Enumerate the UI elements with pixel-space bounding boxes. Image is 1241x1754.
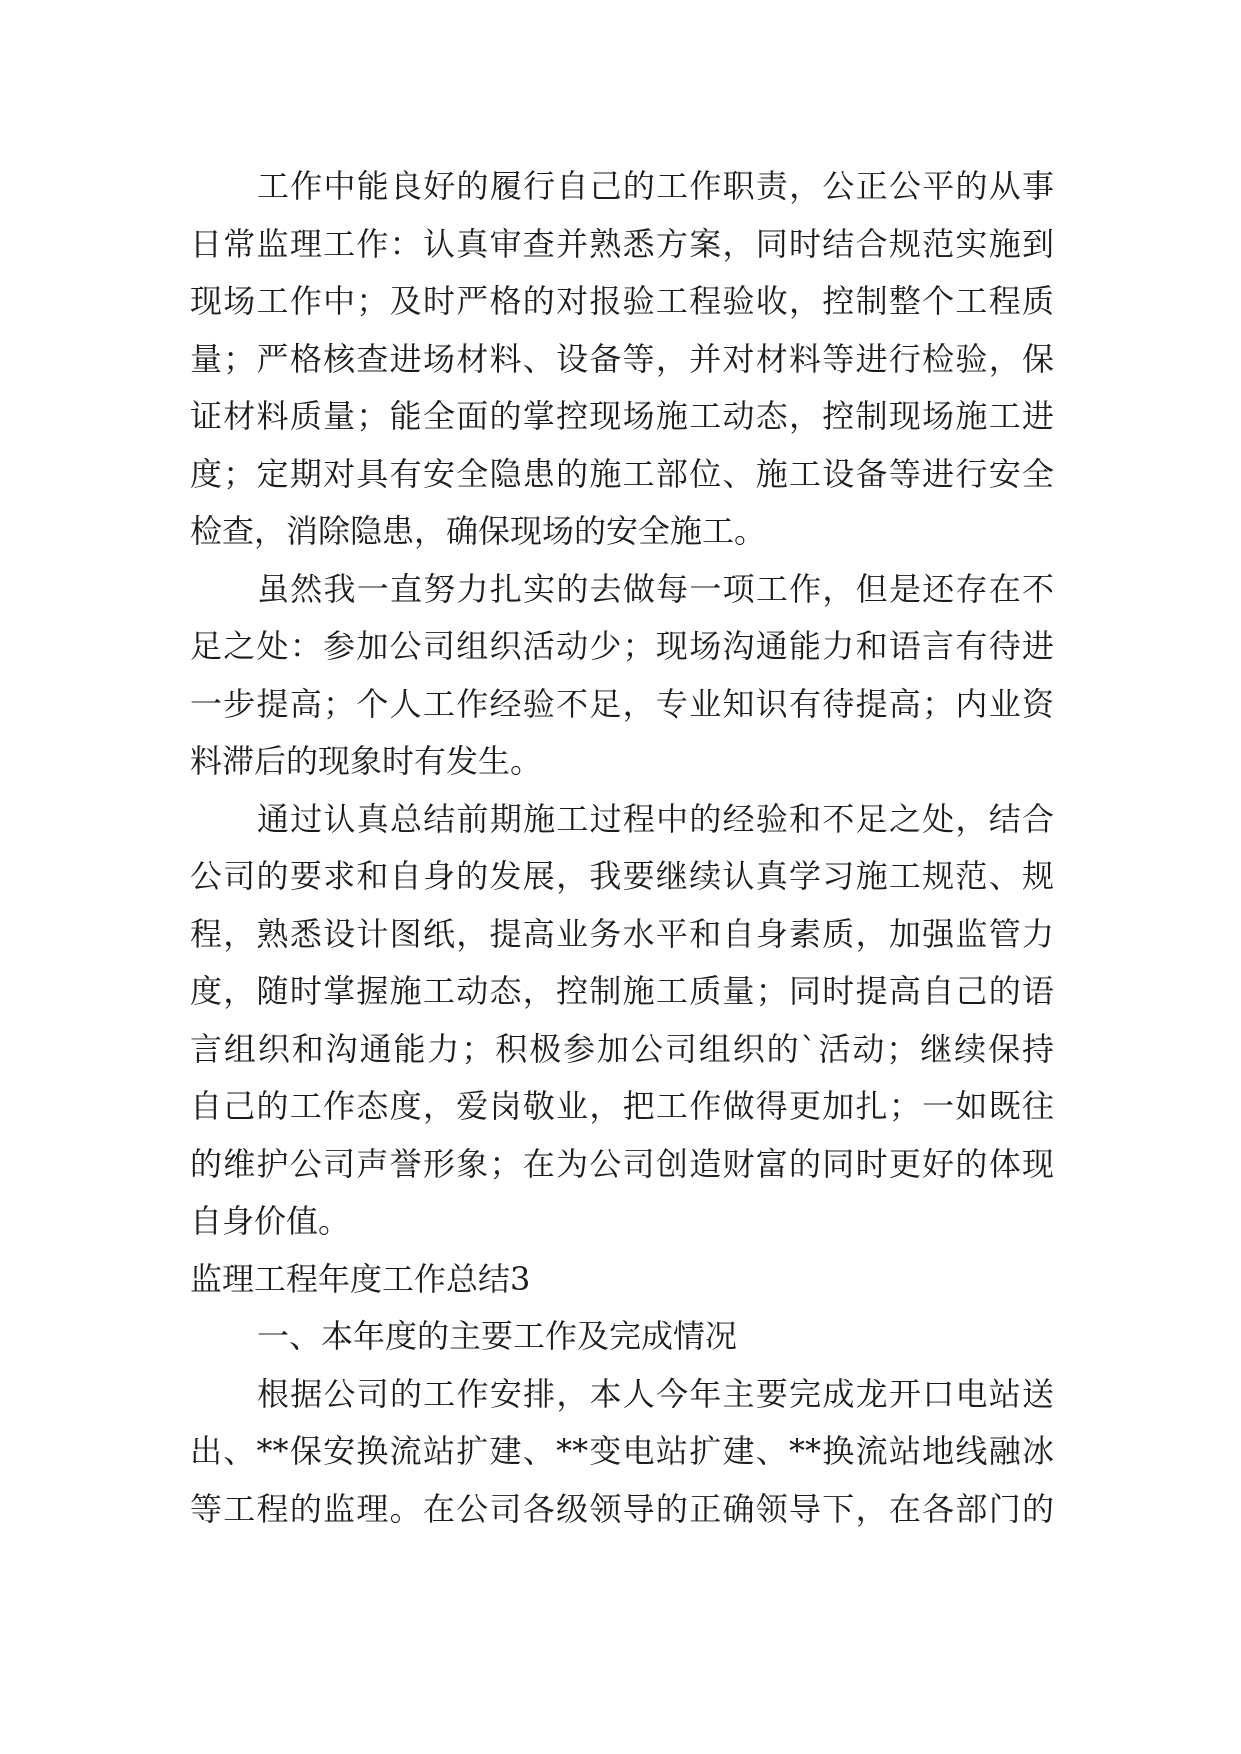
paragraph — [190, 791, 1054, 1251]
paragraph-line: 言组织和沟通能力；积极参加公司组织的`活动；继续保持 — [190, 1029, 1054, 1068]
paragraph-line: 的维护公司声誉形象；在为公司创造财富的同时更好的体现 — [190, 1144, 1054, 1183]
paragraph-line: 日常监理工作：认真审查并熟悉方案，同时结合规范实施到 — [190, 224, 1054, 263]
paragraph-line: 度，随时掌握施工动态，控制施工质量；同时提高自己的语 — [190, 972, 1054, 1010]
paragraph — [190, 158, 1054, 561]
paragraph-line: 足之处：参加公司组织活动少；现场沟通能力和语言有待进 — [190, 627, 1054, 665]
paragraph-line: 自身价值。 — [190, 1202, 351, 1240]
paragraph — [190, 1366, 1054, 1539]
subsection-title: 一、本年度的主要工作及完成情况 — [257, 1317, 738, 1355]
paragraph-line: 自己的工作态度，爱岗敬业，把工作做得更加扎；一如既往 — [190, 1087, 1054, 1125]
paragraph-line: 通过认真总结前期施工过程中的经验和不足之处，结合 — [257, 799, 1054, 838]
paragraph-line: 等工程的监理。在公司各级领导的正确领导下，在各部门的 — [190, 1489, 1054, 1528]
section-title: 监理工程年度工作总结3 — [190, 1259, 531, 1298]
paragraph-line: 证材料质量；能全面的掌控现场施工动态，控制现场施工进 — [190, 397, 1054, 435]
paragraph-line: 检查，消除隐患，确保现场的安全施工。 — [190, 512, 767, 550]
paragraph-line: 现场工作中；及时严格的对报验工程验收，控制整个工程质 — [190, 282, 1054, 320]
paragraph-line: 根据公司的工作安排，本人今年主要完成龙开口电站送 — [257, 1374, 1054, 1413]
paragraph-line: 料滞后的现象时有发生。 — [190, 742, 543, 780]
paragraph-line: 公司的要求和自身的发展，我要继续认真学习施工规范、规 — [190, 857, 1054, 895]
paragraph-line: 量；严格核查进场材料、设备等，并对材料等进行检验，保 — [190, 339, 1054, 378]
paragraph-line: 一步提高；个人工作经验不足，专业知识有待提高；内业资 — [190, 684, 1054, 723]
paragraph-line: 工作中能良好的履行自己的工作职责，公正公平的从事 — [257, 167, 1054, 205]
paragraph-line: 虽然我一直努力扎实的去做每一项工作，但是还存在不 — [257, 569, 1054, 608]
document-page — [190, 158, 1054, 1538]
paragraph-line: 出、**保安换流站扩建、**变电站扩建、**换流站地线融冰 — [190, 1432, 1054, 1470]
paragraph — [190, 561, 1054, 791]
paragraph-line: 程，熟悉设计图纸，提高业务水平和自身素质，加强监管力 — [190, 914, 1054, 953]
paragraph-line: 度；定期对具有安全隐患的施工部位、施工设备等进行安全 — [190, 454, 1054, 493]
